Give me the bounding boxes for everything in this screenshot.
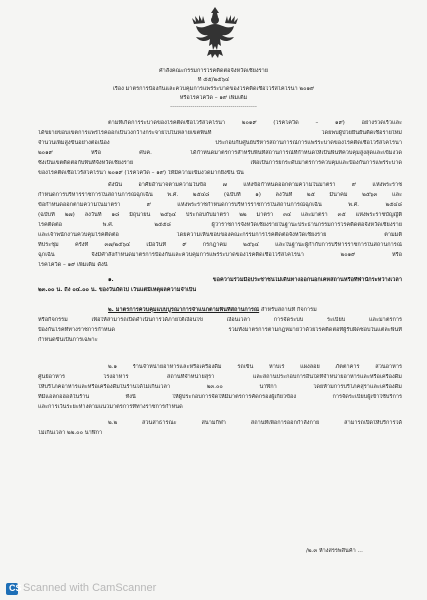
paragraph-line: และเจ้าพนักงานควบคุมโรคติดต่อ โดยความเห็นชอบของคณะกรรมการโรคติดต่อจังหวัดเชียงราย ตามมติ — [38, 232, 402, 238]
header-rule: ------------------------------------------- — [170, 104, 257, 110]
order-subject-cont: หรือโรคโควิด – ๑๙ เพิ่มเติม — [179, 95, 248, 101]
camscanner-logo-icon: CS — [6, 583, 18, 595]
item-2-1-line: ศูนย์อาหาร โรงอาหาร สถานที่จำหน่ายสุรา และสถานประกอบการอื่นใดที่จำหน่ายอาหารและหรือเครื่องดื่ม — [38, 374, 402, 380]
item-2-line: หรือกิจกรรม เพื่อให้สามารถเปิดดำเนินการได้ภายใต้เงื่อนไข เงื่อนเวลา การจัดระบบ ระเบียบ และมาตรการ — [38, 317, 402, 323]
paragraph-line: โรคติดต่อ พ.ศ. ๒๕๕๘ ผู้ว่าราชการจังหวัดเชียงรายในฐานะประธานกรรมการโรคติดต่อจังหวัดเชียงราย — [38, 222, 402, 228]
continuation-marker: /๒.๓ ห้างสรรพสินค้า ... — [306, 548, 363, 554]
item-2-1-line: และการเว้นระยะห่างตามแนวมาตรการที่ทางราชการกำหนด — [38, 404, 183, 410]
paragraph-line: ของโรคติดเชื้อไวรัสโคโรนา ๒๐๑๙ (โรคโควิด – ๑๙) ให้มีความเข้มงวดมากยิ่งขึ้น นั้น — [38, 170, 244, 176]
item-1-line: ๒๓.๐๐ น. ถึง ๐๔.๐๐ น. ของวันถัดไป เว้นแต่มีเหตุผลความจำเป็น — [38, 287, 197, 293]
paragraph-line: ตามที่เกิดการระบาดของโรคติดเชื้อไวรัสโคโรนา ๒๐๑๙ (โรคโควิด – ๑๙) อย่างรวดเร็วและ — [108, 120, 402, 126]
paragraph-line: ฉุกเฉิน จึงมีคำสั่งกำหนดมาตรการป้องกันและควบคุมการแพร่ระบาดของโรคติดเชื้อไวรัสโคโรนา ๒๐๑๙ หรือ — [38, 252, 402, 258]
item-2-1-line: ๒.๑ ร้านจำหน่ายอาหารและหรือเครื่องดื่ม รถเข็น หาบเร่ แผงลอย ภัตตาคาร สวนอาหาร — [108, 364, 402, 370]
item-2-2-line: ไม่เกินเวลา ๒๒.๐๐ นาฬิกา — [38, 430, 103, 436]
committee-title: คำสั่งคณะกรรมการโรคติดต่อจังหวัดเชียงราย — [158, 68, 269, 74]
paragraph-line: ข้อกำหนดออกตามความในมาตรา ๙ แห่งพระราชกำหนดการบริหารราชการในสถานการณ์ฉุกเฉิน พ.ศ. ๒๕๔๘ — [38, 202, 402, 208]
item-2-1-line: ให้บริโภคอาหารและหรือเครื่องดื่มในร้านได้ไม่เกินเวลา ๒๓.๐๐ นาฬิกา โดยห้ามการบริโภคสุราและเครื่องดื่ม — [38, 384, 402, 390]
item-2-line: ป้องกันโรคที่ทางราชการกำหนด รวมทั้งมาตรการตามกฎหมายว่าด้วยโรคติดต่อที่ผู้รับผิดชอบในแต่ละพื้นที่ — [38, 327, 402, 333]
item-2-line: กำหนดขึ้นเป็นการเฉพาะ — [38, 337, 98, 343]
paragraph-line: โรคโควิด – ๑๙ เพิ่มเติม ดังนี้ — [38, 262, 108, 268]
paragraph-line: กำหนดการบริหารราชการในสถานการณ์ฉุกเฉิน พ.ศ. ๒๕๔๘ (ฉบับที่ ๑) ลงวันที่ ๒๕ มีนาคม ๒๕๖๓ และ — [38, 192, 402, 198]
item-2-heading-line — [108, 307, 402, 314]
watermark-text: Scanned with CamScanner — [23, 582, 157, 594]
garuda-emblem-icon — [190, 4, 240, 60]
order-subject: เรื่อง มาตรการป้องกันและควบคุมการแพร่ระบาดของโรคติดเชื้อไวรัสโคโรนา ๒๐๑๙ — [112, 86, 315, 92]
item-2-1-line: ที่มีแอลกอฮอล์ในร้าน ทั้งนี้ ให้ผู้ประกอบการจัดให้มีมาตรการคัดกรองผู้เกี่ยวข้อง การจัดระเบียบผู้เข้าใช้บริการ — [38, 394, 402, 400]
item-2-2-line: ๒.๒ สวนสาธารณะ สนามกีฬา สถานที่เพื่อการออกกำลังกาย สามารถเปิดให้บริการได้ — [108, 420, 402, 426]
paragraph-line: ๒๐๑๙ หรือ ศบค. ได้กำหนดมาตรการสำหรับพื้นที่สถานการณ์ที่กำหนดให้เป็นพื้นที่ควบคุมสูงสุดและเข้มงวด — [38, 150, 402, 156]
item-2-heading-rest: สำหรับสถานที่ กิจการม — [259, 307, 317, 313]
order-number: ที่ ๕๕/๒๕๖๔ — [197, 77, 230, 83]
paragraph-line: ซึ่งเป็นเขตติดต่อกับพื้นที่จังหวัดเชียงราย เพื่อเป็นการยกระดับมาตรการควบคุมและป้องกันการแพร่ระบาด — [38, 160, 402, 166]
item-1-line: ๑. ขอความร่วมมือประชาชนไม่เดินทางออกนอกเคหสถานหรือที่พำนักระหว่างเวลา — [108, 277, 402, 283]
paragraph-line: ได้ขยายขอบเขตการแพร่โรคออกเป็นวงกว้างกระจายไปในหลายเขตพื้นที่ โดยพบผู้ป่วยยืนยันติดเชื้อรายใหม่ — [38, 130, 402, 136]
item-2-heading: ๒. มาตรการควบคุมแบบบูรณาการจำแนกตามพื้นที่สถานการณ์ — [108, 307, 260, 313]
paragraph-line: ดังนั้น อาศัยอำนาจตามความในข้อ ๗ แห่งข้อกำหนดออกตามความในมาตรา ๙ แห่งพระราช — [108, 182, 402, 188]
paragraph-line: ที่ประชุม ครั้งที่ ๓๗/๒๕๖๔ เมื่อวันที่ ๙ กรกฎาคม ๒๕๖๔ และในฐานะผู้กำกับการบริหารราชการในสถานการณ์ — [38, 242, 402, 248]
paragraph-line: (ฉบับที่ ๒๗) ลงวันที่ ๑๘ มิถุนายน ๒๕๖๔ ประกอบกับมาตรา ๒๒ มาตรา ๓๔ และมาตรา ๓๕ แห่งพระราชบัญญัติ — [38, 212, 402, 218]
paragraph-line: จำนวนเพิ่มสูงขึ้นอย่างต่อเนื่อง ประกอบกับศูนย์บริหารสถานการณ์การแพร่ระบาดของโรคติดเชื้อไวรัสโคโรนา — [38, 140, 402, 146]
